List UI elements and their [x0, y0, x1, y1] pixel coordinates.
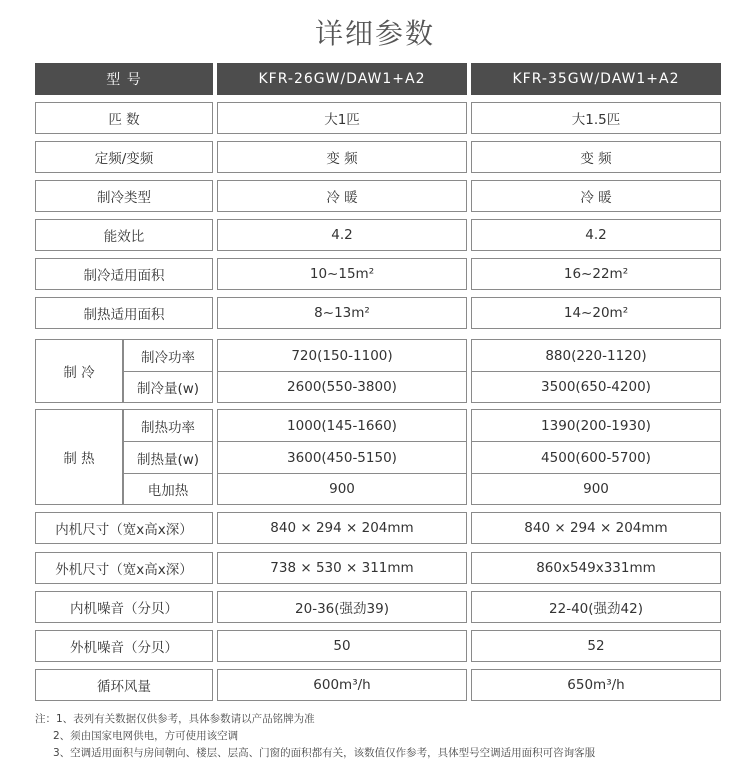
row-label-cell: 定频/变频 — [35, 141, 213, 173]
group-item-label-cell: 制冷功率 — [123, 339, 213, 372]
group-item-value-cell: 1390(200-1930) — [471, 409, 721, 442]
group-label-cell: 制 冷 — [35, 339, 123, 403]
row-label-cell: 制冷适用面积 — [35, 258, 213, 290]
group-item-label-cell: 电加热 — [123, 473, 213, 505]
row-value-cell: 16~22m² — [471, 258, 721, 290]
row-value-cell: 8~13m² — [217, 297, 467, 329]
row-value-cell: 10~15m² — [217, 258, 467, 290]
row-value-cell: 860x549x331mm — [471, 552, 721, 584]
row-value-cell: 650m³/h — [471, 669, 721, 701]
group-item-value-cell: 900 — [217, 473, 467, 505]
header-model-cell: KFR-26GW/DAW1+A2 — [217, 63, 467, 95]
row-value-cell: 4.2 — [471, 219, 721, 251]
row-label-cell: 循环风量 — [35, 669, 213, 701]
group-item-value-cell: 3500(650-4200) — [471, 371, 721, 403]
row-value-cell: 22-40(强劲42) — [471, 591, 721, 623]
group-item-value-cell: 4500(600-5700) — [471, 441, 721, 474]
group-item-value-cell: 3600(450-5150) — [217, 441, 467, 474]
row-value-cell: 变 频 — [217, 141, 467, 173]
group-item-value-cell: 2600(550-3800) — [217, 371, 467, 403]
row-value-cell: 变 频 — [471, 141, 721, 173]
row-value-cell: 840 × 294 × 204mm — [471, 512, 721, 544]
row-label-cell: 内机尺寸（宽x高x深） — [35, 512, 213, 544]
row-value-cell: 冷 暖 — [217, 180, 467, 212]
header-label-cell: 型 号 — [35, 63, 213, 95]
group-item-value-cell: 1000(145-1660) — [217, 409, 467, 442]
row-value-cell: 50 — [217, 630, 467, 662]
row-value-cell: 840 × 294 × 204mm — [217, 512, 467, 544]
row-value-cell: 738 × 530 × 311mm — [217, 552, 467, 584]
row-value-cell: 大1匹 — [217, 102, 467, 134]
row-label-cell: 制热适用面积 — [35, 297, 213, 329]
group-item-label-cell: 制热量(w) — [123, 441, 213, 474]
row-label-cell: 外机尺寸（宽x高x深） — [35, 552, 213, 584]
row-value-cell: 600m³/h — [217, 669, 467, 701]
row-value-cell: 52 — [471, 630, 721, 662]
group-item-label-cell: 制冷量(w) — [123, 371, 213, 403]
header-model-cell: KFR-35GW/DAW1+A2 — [471, 63, 721, 95]
row-label-cell: 匹 数 — [35, 102, 213, 134]
note-line: 2、须由国家电网供电，方可使用该空调 — [53, 730, 239, 742]
row-label-cell: 内机噪音（分贝） — [35, 591, 213, 623]
row-value-cell: 4.2 — [217, 219, 467, 251]
note-line: 3、空调适用面积与房间朝向、楼层、层高、门窗的面积都有关，该数值仅作参考，具体型号空调适用面积可咨询客服 — [53, 747, 596, 759]
group-item-value-cell: 900 — [471, 473, 721, 505]
note-line: 注：1、表列有关数据仅供参考，具体参数请以产品铭牌为准 — [35, 713, 315, 725]
group-item-value-cell: 720(150-1100) — [217, 339, 467, 372]
group-item-label-cell: 制热功率 — [123, 409, 213, 442]
row-value-cell: 20-36(强劲39) — [217, 591, 467, 623]
row-value-cell: 大1.5匹 — [471, 102, 721, 134]
row-label-cell: 外机噪音（分贝） — [35, 630, 213, 662]
group-item-value-cell: 880(220-1120) — [471, 339, 721, 372]
page-title: 详细参数 — [314, 17, 435, 50]
notes — [35, 711, 735, 762]
row-value-cell: 冷 暖 — [471, 180, 721, 212]
row-label-cell: 制冷类型 — [35, 180, 213, 212]
row-label-cell: 能效比 — [35, 219, 213, 251]
row-value-cell: 14~20m² — [471, 297, 721, 329]
group-label-cell: 制 热 — [35, 409, 123, 505]
